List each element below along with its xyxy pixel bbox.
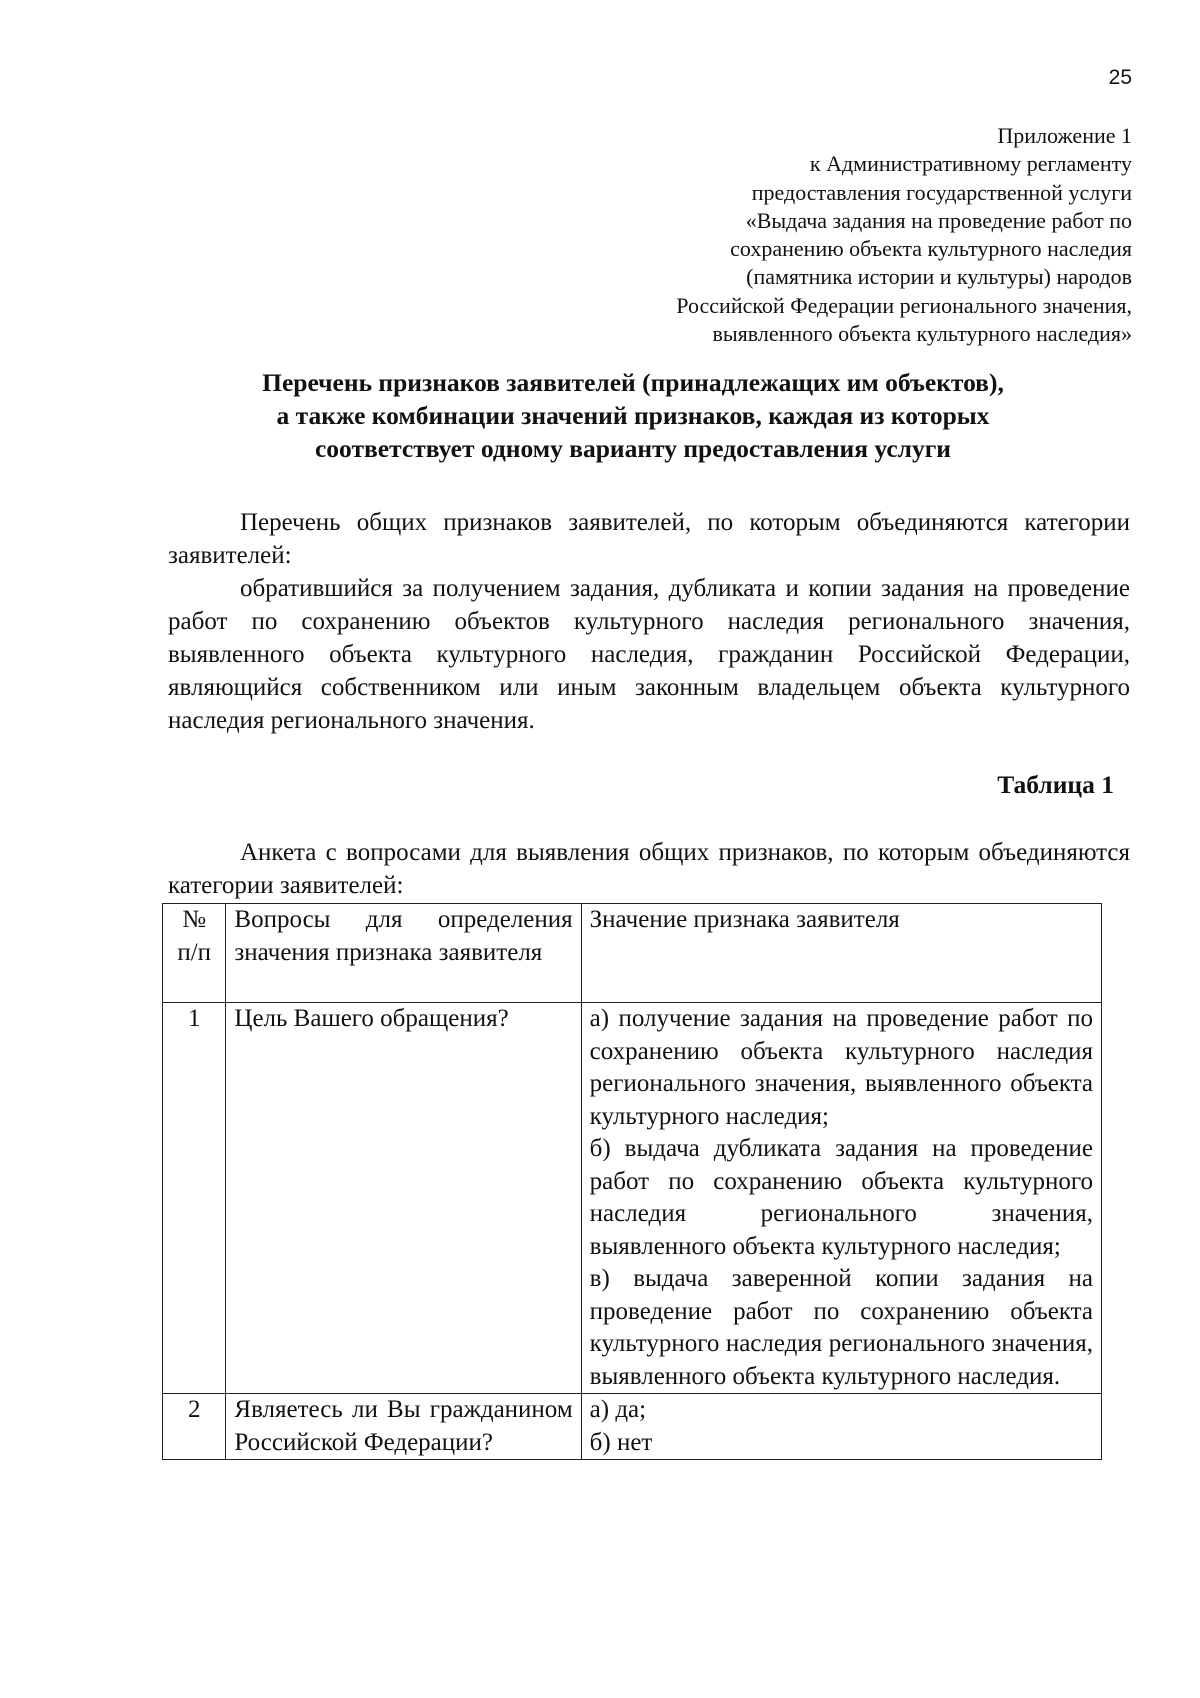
appendix-line: к Административному регламенту <box>809 151 1132 177</box>
paragraph-applicant-description: обратившийся за получением задания, дубликата и копии задания на проведение работ по сохранению объектов культурного наследия регионального значения, выявленного объекта культурного наследия, гражданин Российской Федерации, являющийся собственником или иным законным владельцем объекта культурного наследия регионального значения. <box>168 575 1130 734</box>
document-title <box>168 366 1098 465</box>
appendix-line: предоставления государственной услуги <box>751 179 1132 205</box>
header-value: Значение признака заявителя <box>581 904 1101 1003</box>
appendix-line: (памятника истории и культуры) народов <box>746 264 1132 290</box>
appendix-line: «Выдача задания на проведение работ по <box>745 207 1132 233</box>
table-header-row <box>163 904 1102 1003</box>
answer-option: а) получение задания на проведение работ по сохранению объекта культурного наследия регионального значения, выявленного объекта культурного наследия; <box>589 1005 1093 1130</box>
title-line: а также комбинации значений признаков, каждая из которых <box>276 401 990 430</box>
answer-option: б) выдача дубликата задания на проведение работ по сохранению объекта культурного наследия регионального значения, выявленного объекта культурного наследия; <box>589 1135 1093 1260</box>
row-answers <box>581 1003 1101 1394</box>
row-question: Являетесь ли Вы гражданином Российской Федерации? <box>226 1394 581 1460</box>
appendix-line: Российской Федерации регионального значения, <box>676 292 1132 318</box>
appendix-header <box>572 122 1132 348</box>
answer-option: а) да; <box>589 1396 647 1423</box>
paragraph-general-features: Перечень общих признаков заявителей, по которым объединяются категории заявителей: <box>168 509 1130 569</box>
title-line: соответствует одному варианту предоставления услуги <box>314 434 952 463</box>
header-question: Вопросы для определения значения признака заявителя <box>226 904 581 1003</box>
row-number: 1 <box>163 1003 226 1394</box>
page-number: 25 <box>1108 66 1132 89</box>
row-number: 2 <box>163 1394 226 1460</box>
row-answers <box>581 1394 1101 1460</box>
paragraph-questionnaire-intro: Анкета с вопросами для выявления общих признаков, по которым объединяются категории заявителей: <box>168 839 1130 899</box>
table-row <box>163 1003 1102 1394</box>
answer-option: в) выдача заверенной копии задания на проведение работ по сохранению объекта культурного наследия регионального значения, выявленного объекта культурного наследия. <box>589 1265 1093 1390</box>
table-row <box>163 1394 1102 1460</box>
appendix-line: выявленного объекта культурного наследия» <box>712 321 1132 347</box>
header-number: № п/п <box>163 904 226 1003</box>
title-line: Перечень признаков заявителей (принадлежащих им объектов), <box>262 368 1004 397</box>
table-label: Таблица 1 <box>997 770 1114 799</box>
answer-option: б) нет <box>589 1428 653 1456</box>
questionnaire-table <box>162 903 1102 1460</box>
row-question: Цель Вашего обращения? <box>226 1003 581 1394</box>
appendix-line: сохранению объекта культурного наследия <box>730 236 1132 262</box>
appendix-line: Приложение 1 <box>997 123 1132 148</box>
